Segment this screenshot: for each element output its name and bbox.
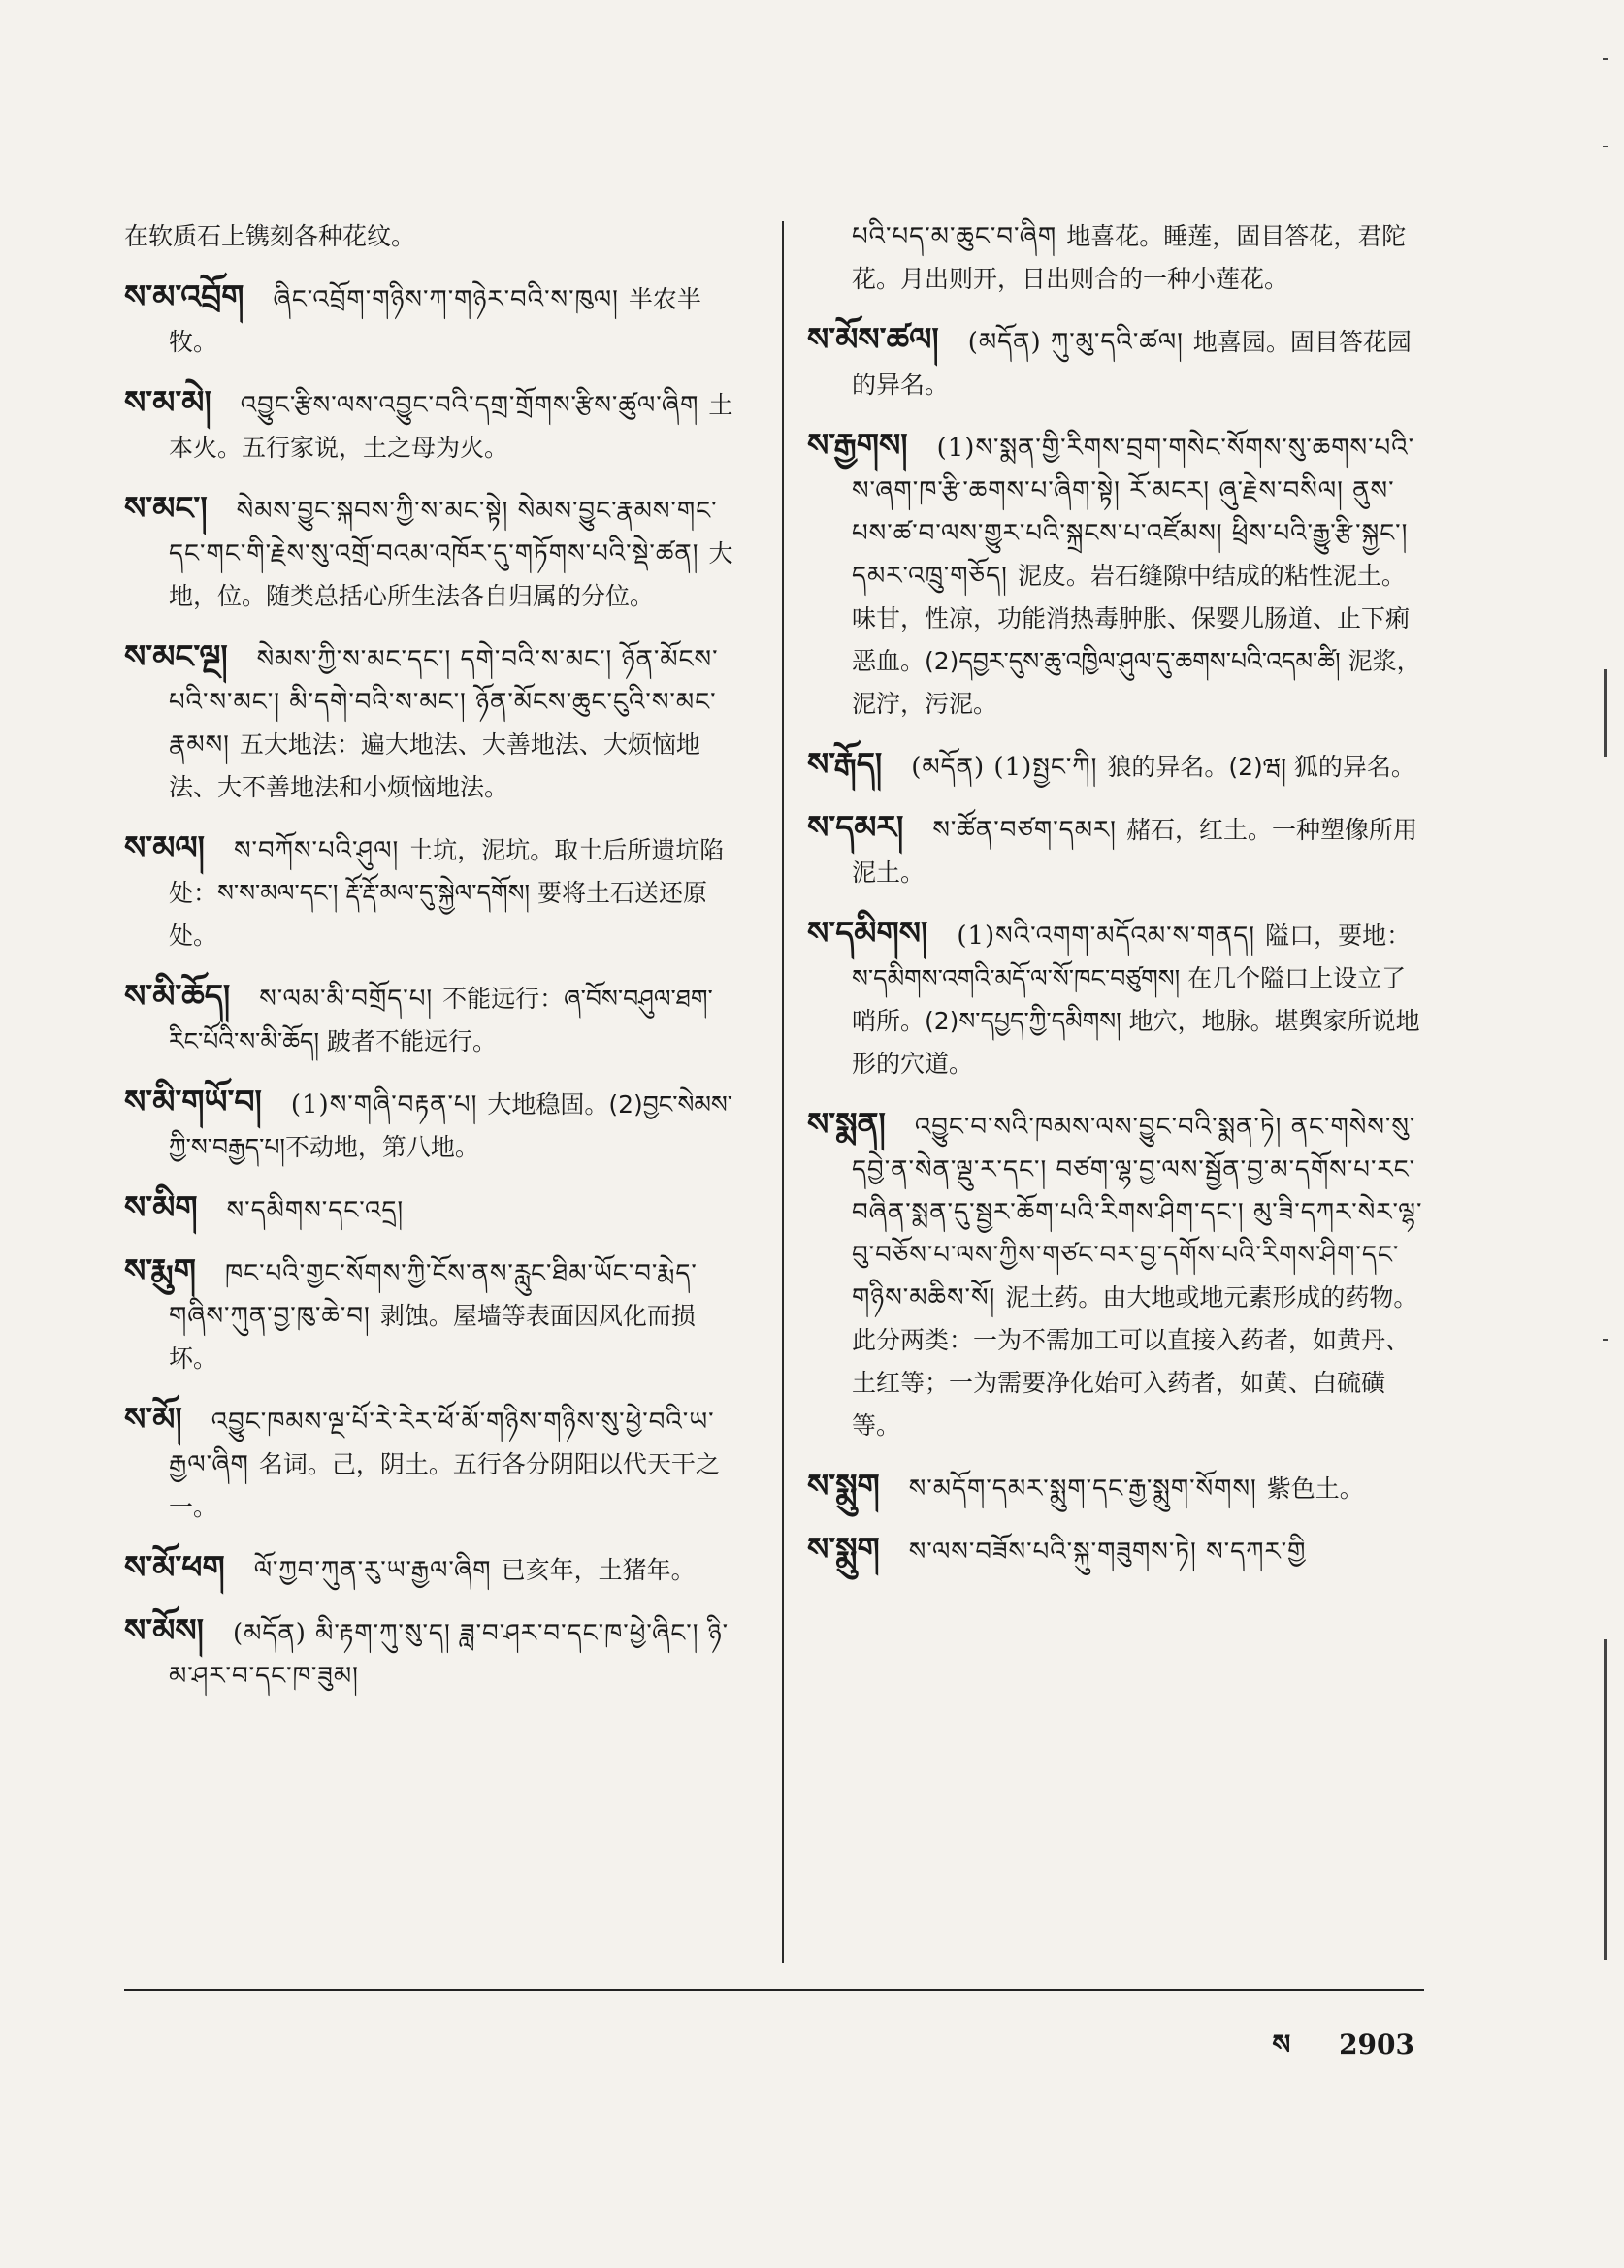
entry-tibetan-definition: འབྱུང་རྩིས་ལས་འབྱུང་བའི་དགྲ་གྲོགས་རྩིས་ཚུལ་ཞིག: [240, 391, 699, 420]
dictionary-entry: [124, 1249, 741, 1380]
dictionary-entry: [807, 806, 1424, 894]
entry-chinese-definition: 土本火。五行家说，土之母为火。: [169, 391, 733, 462]
scan-artifact: [1604, 669, 1607, 757]
dictionary-entry: [124, 1609, 741, 1698]
entry-chinese-definition: 名词。己，阴土。五行各分阴阳以代天干之一。: [169, 1450, 720, 1521]
entry-headword: ས་མི་གཡོ་བ།: [124, 1083, 262, 1120]
dictionary-entry: [807, 912, 1424, 1085]
dictionary-entry: [807, 1103, 1424, 1447]
entry-headword: ས་དམིགས།: [807, 914, 928, 952]
entry-tibetan-definition: ས་མདོག་དམར་སྨུག་དང་རྒྱ་སྨུག་སོགས།: [908, 1474, 1257, 1504]
entry-tibetan-definition: ས་དམིགས་དང་འདྲ།: [226, 1196, 405, 1225]
entry-tibetan-definition: ས་ཚོན་བཙག་དམར།: [932, 816, 1117, 845]
entry-chinese-definition: 半农半牧。: [169, 285, 701, 356]
entry-chinese-definition: 狼的异名。(2)ཝ། 狐的异名。: [1107, 753, 1415, 781]
dictionary-entry: [124, 1398, 741, 1529]
entry-chinese-definition: 地喜花。睡莲，固目答花，君陀花。月出则开，日出则合的一种小莲花。: [852, 222, 1407, 293]
entry-headword: ས་མ་མེ།: [124, 383, 211, 421]
page-number: 2903: [1339, 2028, 1414, 2060]
dictionary-entry: [124, 975, 741, 1063]
entry-chinese-definition: 赭石，红土。一种塑像所用泥土。: [852, 816, 1417, 887]
entry-headword: ས་མོ་ཕག: [124, 1548, 225, 1586]
section-letter: ས: [1272, 2028, 1291, 2060]
entry-tibetan-definition: འབྱུང་བ་སའི་ཁམས་ལས་བྱུང་བའི་སྨན་ཏེ། ནང་གསེས་སུ་དབྱེ་ན་སེན་ལྡུ་ར་དང་། བཙག་ལྷ་བྱ་ལས་སྦྱོན་བྱ་མ་དགོས་པ་རང་བཞིན་སྨན་དུ་སྦྱར་ཆོག་པའི་རིགས་ཤིག་དང་། མུ་ཟི་དཀར་སེར་ལྷ་བུ་བཅོས་པ་ལས་ཀྱིས་གཙང་བར་བྱ་དགོས་པའི་རིགས་ཤིག་དང་གཉིས་མཆིས་སོ།: [852, 1113, 1423, 1312]
entry-tibetan-definition: (མདོན) མི་རྟག་ཀུ་སུ་ད། ཟླ་བ་ཤར་བ་དང་ཁ་ཕྱེ་ཞིང་། ཉི་མ་ཤར་བ་དང་ཁ་ཟུམ།: [169, 1619, 730, 1691]
entry-headword: ས་མོས།: [124, 1611, 204, 1649]
entry-headword: ས་མང་ལྔ།: [124, 637, 228, 675]
entry-chinese-definition: 泥皮。岩石缝隙中结成的粘性泥土。味甘，性凉，功能消热毒肿胀、保婴儿肠道、止下痢恶血。(2)དབྱར་དུས་ཆུ་འཁྱིལ་ཤུལ་དུ་ཆགས་པའི་འདམ་ཚི། 泥浆，泥泞，污泥。: [852, 562, 1421, 718]
footer-rule: [124, 1989, 1424, 1991]
entry-tibetan-definition: སེམས་ཀྱི་ས་མང་དང་། དགེ་བའི་ས་མང་། ཉོན་མོངས་པའི་ས་མང་། མི་དགེ་བའི་ས་མང་། ཉོན་མོངས་ཆུང་ངུའི་ས་མང་རྣམས།: [169, 645, 719, 760]
entry-headword: ས་མོ།: [124, 1400, 182, 1438]
dictionary-entry: [807, 743, 1424, 789]
entry-chinese-definition: 已亥年，土猪年。: [501, 1556, 696, 1584]
entry-tibetan-definition: ཞིང་འབྲོག་གཉིས་ཀ་གཉེར་བའི་ས་ཁུལ།: [273, 285, 619, 314]
dictionary-entry: [124, 381, 741, 470]
dictionary-entry: [807, 424, 1424, 726]
entry-headword: ས་མོས་ཚལ།: [807, 320, 939, 358]
dictionary-entry: [807, 1528, 1424, 1573]
entry-headword: ས་མ་འབྲོག: [124, 277, 244, 315]
entry-headword: ས་སྨུག: [807, 1530, 880, 1568]
dictionary-entry: [807, 318, 1424, 406]
entry-tibetan-definition: ས་ལམ་མི་བགྲོད་པ།: [259, 985, 434, 1014]
entry-headword: ས་མི་ཆོད།: [124, 977, 231, 1015]
entry-chinese-definition: 五大地法：遍大地法、大善地法、大烦恼地法、大不善地法和小烦恼地法。: [169, 730, 700, 801]
dictionary-entry: [124, 1186, 741, 1232]
entry-chinese-definition: 泥土药。由大地或地元素形成的药物。此分两类：一为不需加工可以直接入药者，如黄丹、土红等；一为需要净化始可入药者，如黄、白硫磺等。: [852, 1283, 1418, 1440]
column-divider: [782, 221, 784, 1963]
dictionary-entry: [124, 487, 741, 618]
entry-tibetan-definition: ས་བཀོས་པའི་ཤུལ།: [234, 836, 400, 865]
entry-tibetan-definition: འབྱུང་ཁམས་ལྔ་པོ་རེ་རེར་ཕོ་མོ་གཉིས་གཉིས་སུ་ཕྱེ་བའི་ཡ་རྒྱལ་ཞིག: [169, 1408, 715, 1479]
entry-tibetan-definition: (1)སའི་འགག་མདོའམ་ས་གནད།: [957, 922, 1256, 951]
entry-chinese-definition: 剥蚀。屋墙等表面因风化而损坏。: [169, 1302, 696, 1373]
entry-tibetan-definition: (མདོན) ཀུ་མུ་དའི་ཚལ།: [967, 328, 1184, 357]
dictionary-entry: [124, 275, 741, 364]
entry-headword: ས་སྨུག: [807, 1467, 880, 1505]
scan-artifact: [1604, 1639, 1607, 1960]
entry-tibetan-definition: ལོ་ཀྱབ་ཀུན་རུ་ཡ་རྒྱལ་ཞིག: [253, 1556, 492, 1585]
dictionary-entry: [124, 635, 741, 809]
entry-tibetan-definition: པའི་པད་མ་ཆུང་བ་ཞིག: [852, 222, 1057, 251]
entry-tibetan-definition: སེམས་བྱུང་སྐབས་ཀྱི་ས་མང་སྟེ། སེམས་བྱུང་རྣམས་གང་དང་གང་གི་རྗེས་སུ་འགྲོ་བའམ་འཁོར་དུ་གཏོགས་པའི་སྡེ་ཚན།: [169, 497, 718, 568]
left-column: [124, 215, 741, 1715]
entry-tibetan-definition: (1)ས་གཞི་བརྟན་པ།: [290, 1090, 478, 1119]
entry-chinese-definition: 大地，位。随类总括心所生法各自归属的分位。: [169, 539, 733, 610]
right-column: [807, 215, 1424, 1591]
entry-chinese-definition: 不能远行：ཞ་བོས་བཤུལ་ཐག་རིང་པོའི་ས་མི་ཆོད། 跛者不能远行。: [169, 985, 713, 1055]
entry-tibetan-definition: ས་ལས་བཟོས་པའི་སྐུ་གཟུགས་ཏེ། ས་དཀར་གྱི: [908, 1538, 1307, 1567]
page-footer: [1272, 2014, 1414, 2090]
entry-headword: ས་དམར།: [807, 808, 904, 846]
dictionary-entry: [124, 1081, 741, 1169]
entry-headword: ས་རྒོད།: [807, 745, 883, 783]
dictionary-entry: [807, 1465, 1424, 1510]
entry-tibetan-definition: (མདོན) (1)སྤྱང་ཀི།: [911, 753, 1098, 782]
entry-chinese-definition: 地喜园。固目答花园的异名。: [852, 328, 1412, 399]
dictionary-entry: [124, 826, 741, 957]
entry-chinese-definition: 紫色土。: [1266, 1474, 1364, 1503]
entry-tibetan-definition: ཁང་པའི་གྱང་སོགས་ཀྱི་ངོས་ནས་རླུང་ཐིམ་ཡོང་བ་རྨེད་གཞིས་ཀུན་བྱ་ཁུ་ཆེ་བ།: [169, 1259, 698, 1331]
entry-chinese-definition: 隘口，要地：ས་དམིགས་འགའི་མདོ་ལ་སོ་ཁང་བཙུགས། 在几个隘口上设立了哨所。(2)ས་དཔྱད་ཀྱི་དམིགས། 地穴，地脉。堪舆家所说地形的穴道。: [852, 922, 1420, 1078]
scan-artifact: [1603, 58, 1608, 60]
entry-chinese-definition: 土坑，泥坑。取土后所遗坑陷处：ས་ས་མལ་དང་། རྡོ་རྡོ་མལ་དུ་སྐྱེལ་དགོས། 要将土石送还原处。: [169, 836, 725, 950]
entry-headword: ས་མལ།: [124, 828, 205, 866]
entry-headword: ས་རྨུག: [124, 1251, 196, 1289]
dictionary-entry: [124, 1546, 741, 1592]
entry-headword: ས་སྨན།: [807, 1105, 886, 1143]
scan-artifact: [1603, 1339, 1608, 1341]
scan-artifact: [1603, 146, 1608, 147]
entry-headword: ས་མང་།: [124, 489, 208, 527]
dictionary-entry: [807, 215, 1424, 301]
entry-tibetan-definition: (1)ས་སྨན་གྱི་རིགས་བྲག་གསེང་སོགས་སུ་ཆགས་པའི་ས་ཞག་ཁ་རྩི་ཆགས་པ་ཞིག་སྟེ། རོ་མངར། ཞུ་རྗེས་བསིལ། ནུས་པས་ཚ་བ་ལས་གྱུར་པའི་སྐྲངས་པ་འཛོམས། ཕྲིས་པའི་རྒྱུ་རྩི་སྐྱང་། དམར་འཁྲུ་གཅོད།: [852, 434, 1415, 591]
entry-headword: ས་རྒྱགས།: [807, 426, 908, 464]
continuation-text: 在软质石上镌刻各种花纹。: [124, 222, 416, 250]
entry-headword: ས་མིག: [124, 1188, 198, 1226]
entry-chinese-definition: 大地稳固。(2)བྱང་སེམས་ཀྱི་ས་བརྒྱད་པ།不动地，第八地。: [169, 1090, 733, 1161]
